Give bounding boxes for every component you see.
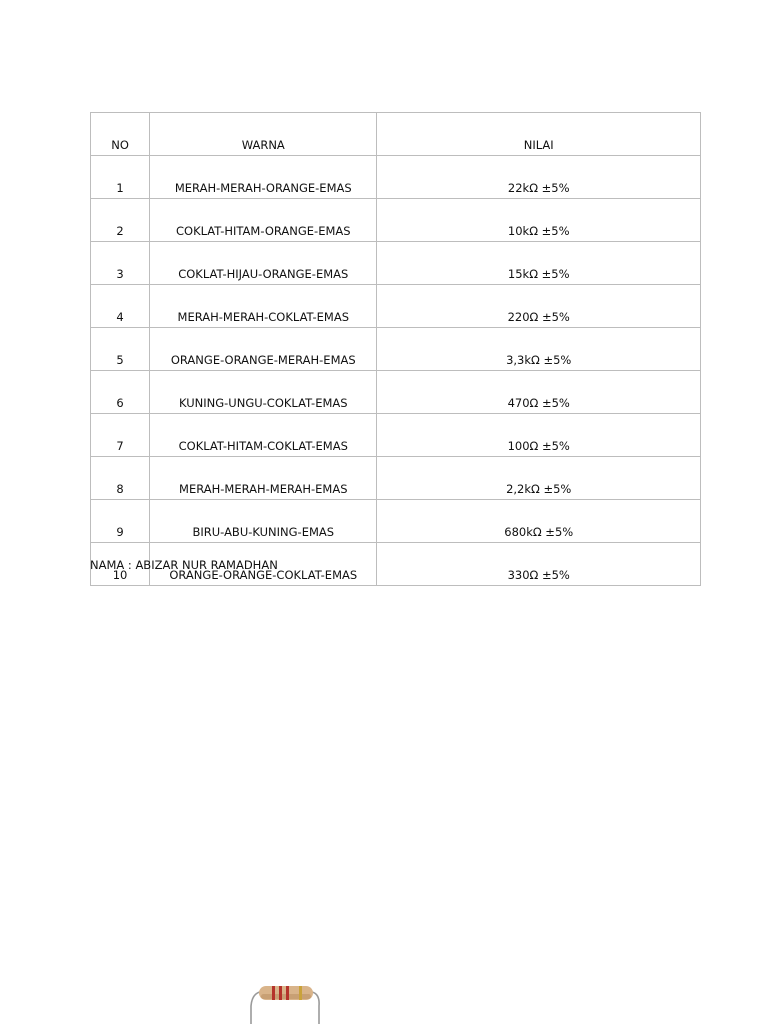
cell-nilai: 470Ω ±5% — [377, 371, 701, 414]
cell-no: 9 — [91, 500, 150, 543]
table-row — [91, 285, 701, 328]
header-nilai: NILAI — [377, 113, 701, 156]
resistor-band — [299, 986, 302, 1000]
cell-no: 6 — [91, 371, 150, 414]
cell-nilai: 220Ω ±5% — [377, 285, 701, 328]
table-row — [91, 371, 701, 414]
cell-warna: BIRU-ABU-KUNING-EMAS — [150, 500, 377, 543]
cell-nilai: 3,3kΩ ±5% — [377, 328, 701, 371]
table-row — [91, 414, 701, 457]
resistor-band — [272, 986, 275, 1000]
student-name: NAMA : ABIZAR NUR RAMADHAN — [90, 558, 278, 572]
cell-warna: MERAH-MERAH-COKLAT-EMAS — [150, 285, 377, 328]
cell-no: 5 — [91, 328, 150, 371]
cell-no: 3 — [91, 242, 150, 285]
cell-no: 7 — [91, 414, 150, 457]
cell-nilai: 680kΩ ±5% — [377, 500, 701, 543]
resistor-table — [90, 112, 701, 586]
cell-no: 2 — [91, 199, 150, 242]
cell-nilai: 15kΩ ±5% — [377, 242, 701, 285]
cell-nilai: 330Ω ±5% — [377, 543, 701, 586]
table-row — [91, 500, 701, 543]
cell-nilai: 10kΩ ±5% — [377, 199, 701, 242]
table-row — [91, 242, 701, 285]
resistor-lead-left — [251, 992, 260, 1024]
cell-nilai: 22kΩ ±5% — [377, 156, 701, 199]
table-row — [91, 328, 701, 371]
cell-warna: ORANGE-ORANGE-COKLAT-EMAS — [150, 543, 377, 586]
cell-no: 4 — [91, 285, 150, 328]
cell-warna: MERAH-MERAH-MERAH-EMAS — [150, 457, 377, 500]
cell-nilai: 100Ω ±5% — [377, 414, 701, 457]
resistor-band — [286, 986, 289, 1000]
header-warna: WARNA — [150, 113, 377, 156]
cell-warna: COKLAT-HITAM-ORANGE-EMAS — [150, 199, 377, 242]
cell-warna: ORANGE-ORANGE-MERAH-EMAS — [150, 328, 377, 371]
table-row — [91, 199, 701, 242]
cell-nilai: 2,2kΩ ±5% — [377, 457, 701, 500]
resistor-lead-right — [312, 992, 319, 1024]
table-header-row — [91, 113, 701, 156]
cell-warna: COKLAT-HITAM-COKLAT-EMAS — [150, 414, 377, 457]
table-row — [91, 156, 701, 199]
cell-no: 1 — [91, 156, 150, 199]
cell-warna: COKLAT-HIJAU-ORANGE-EMAS — [150, 242, 377, 285]
resistor-icon — [246, 980, 326, 1024]
resistor-band — [279, 986, 282, 1000]
table-row — [91, 457, 701, 500]
cell-warna: KUNING-UNGU-COKLAT-EMAS — [150, 371, 377, 414]
header-no: NO — [91, 113, 150, 156]
cell-no: 10 — [91, 543, 150, 586]
cell-warna: MERAH-MERAH-ORANGE-EMAS — [150, 156, 377, 199]
cell-no: 8 — [91, 457, 150, 500]
